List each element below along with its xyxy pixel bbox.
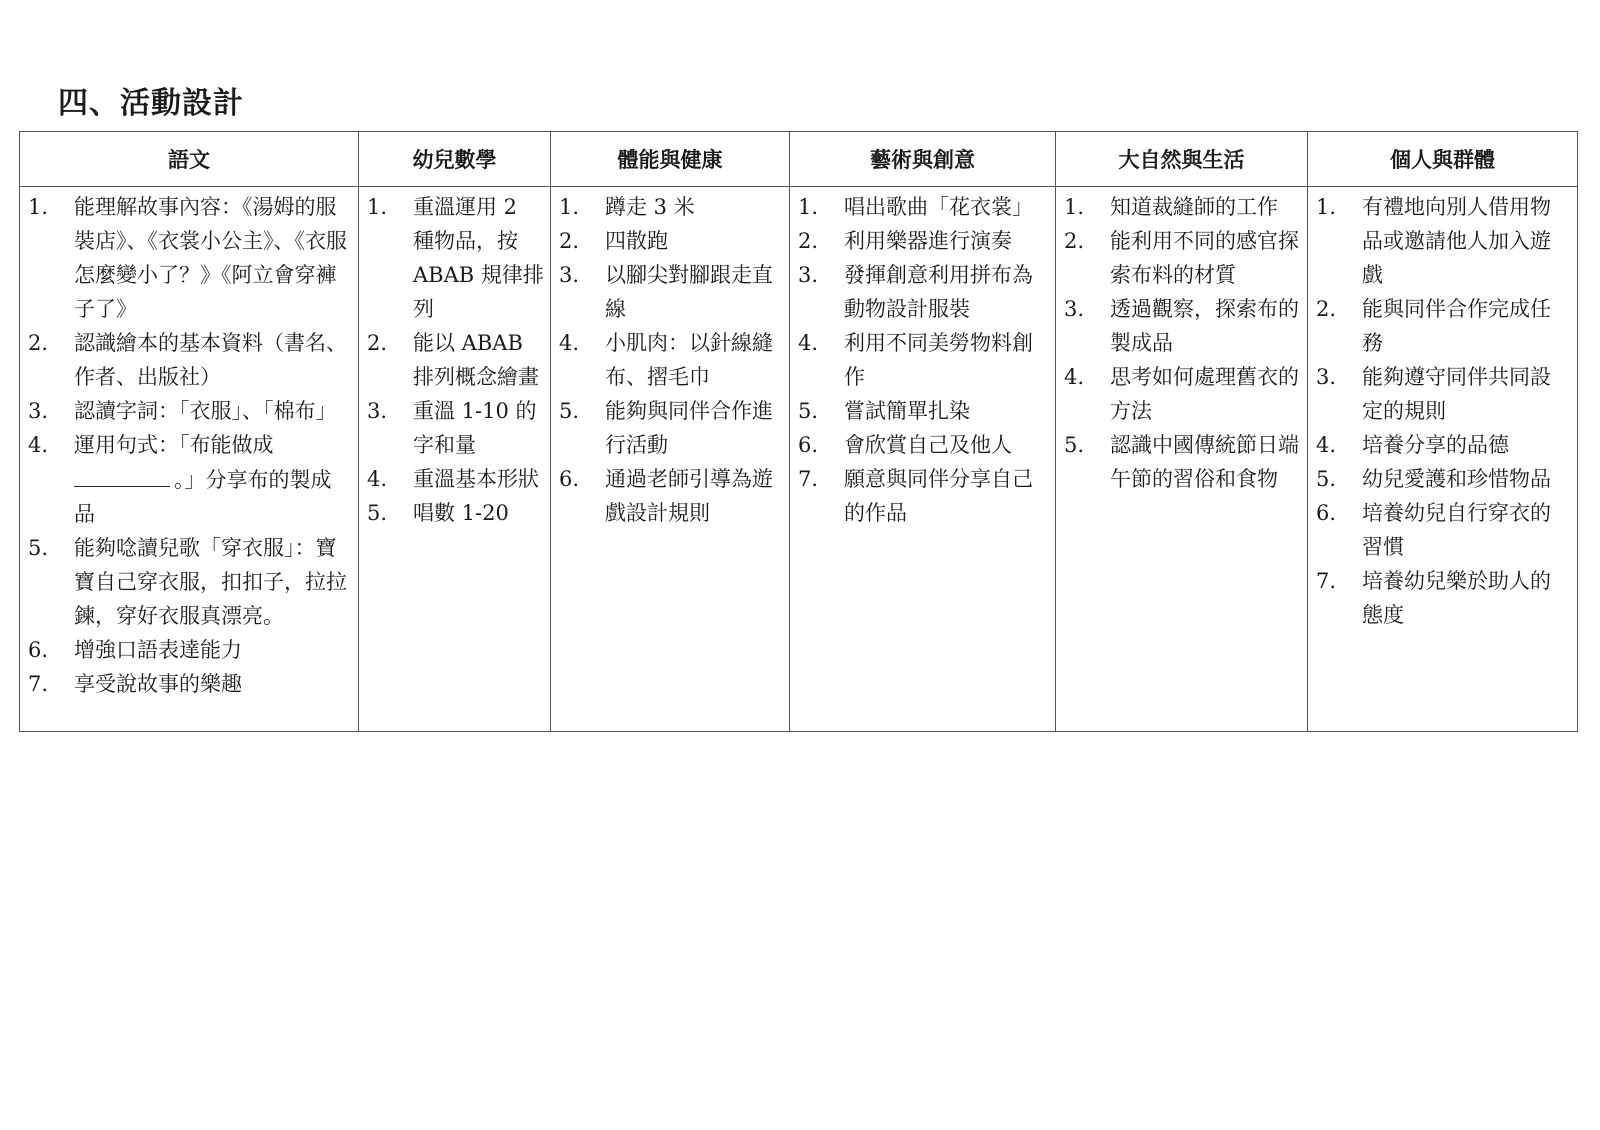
header-arts-creativity: 藝術與創意 [790,132,1056,187]
list-item: 3. 以腳尖對腳跟走直線 [559,263,773,321]
page-title: 四、活動設計 [58,86,244,121]
list-item: 2. 利用樂器進行演奏 [798,229,1012,253]
list-item: 7. 培養幼兒樂於助人的態度 [1316,569,1551,627]
activity-design-table [19,131,1578,732]
header-nature-living: 大自然與生活 [1056,132,1308,187]
cell-physical-health [551,187,790,732]
list-item: 3. 透過觀察，探索布的製成品 [1064,297,1299,355]
list-item: 6. 增強口語表達能力 [28,638,242,662]
list-item: 2. 四散跑 [559,229,668,253]
list-item: 1. 重溫運用 2 種物品，按 ABAB 規律排列 [367,195,544,321]
objective-list [1308,187,1577,632]
cell-language [20,187,359,732]
list-item: 3. 重溫 1-10 的字和量 [367,399,537,457]
list-item: 2. 能利用不同的感官探索布料的材質 [1064,229,1299,287]
list-item: 4. 運用句式：「布能做成 。」分享布的製成品 [28,433,332,526]
list-item: 4. 小肌肉：以針線縫布、摺毛巾 [559,331,773,389]
list-item: 2. 認識繪本的基本資料（書名、作者、出版社） [28,331,347,389]
list-item: 7. 願意與同伴分享自己的作品 [798,467,1033,525]
list-item: 6. 通過老師引導為遊戲設計規則 [559,467,773,525]
objective-list [359,187,550,530]
list-item: 3. 發揮創意利用拼布為動物設計服裝 [798,263,1033,321]
list-item: 1. 有禮地向別人借用物品或邀請他人加入遊戲 [1316,195,1551,287]
list-item: 1. 唱出歌曲「花衣裳」 [798,195,1033,219]
objective-list [1056,187,1307,496]
list-item: 5. 幼兒愛護和珍惜物品 [1316,467,1551,491]
header-language: 語文 [20,132,359,187]
list-item: 6. 會欣賞自己及他人 [798,433,1012,457]
list-item: 7. 享受說故事的樂趣 [28,672,242,696]
list-item: 1. 蹲走 3 米 [559,195,695,219]
list-item: 3. 能夠遵守同伴共同設定的規則 [1316,365,1551,423]
cell-arts-creativity [790,187,1056,732]
list-item: 3. 認讀字詞：「衣服」、「棉布」 [28,399,337,423]
objective-list [551,187,789,530]
list-item: 4. 利用不同美勞物料創作 [798,331,1033,389]
list-item: 5. 能夠唸讀兒歌「穿衣服」：寶寶自己穿衣服，扣扣子，拉拉鍊，穿好衣服真漂亮。 [28,536,347,628]
list-item: 1. 能理解故事內容：《湯姆的服裝店》、《衣裳小公主》、《衣服怎麼變小了？》《阿立會穿褲子了》 [28,195,347,321]
header-physical-health: 體能與健康 [551,132,790,187]
cell-self-society [1308,187,1578,732]
list-item: 6. 培養幼兒自行穿衣的習慣 [1316,501,1551,559]
list-item: 5. 能夠與同伴合作進行活動 [559,399,773,457]
list-item: 2. 能與同伴合作完成任務 [1316,297,1551,355]
table-body-row [20,187,1578,732]
list-item: 5. 認識中國傳統節日端午節的習俗和食物 [1064,433,1299,491]
list-item: 4. 重溫基本形狀 [367,467,539,491]
fill-in-blank [74,462,170,487]
table-header-row [20,132,1578,187]
cell-nature-living [1056,187,1308,732]
list-item: 4. 培養分享的品德 [1316,433,1509,457]
objective-list [20,187,358,701]
list-item: 5. 唱數 1-20 [367,501,509,525]
list-item: 5. 嘗試簡單扎染 [798,399,970,423]
objective-list [790,187,1055,530]
list-item: 4. 思考如何處理舊衣的方法 [1064,365,1299,423]
list-item: 2. 能以 ABAB 排列概念繪畫 [367,331,539,389]
cell-math [359,187,551,732]
header-self-society: 個人與群體 [1308,132,1578,187]
list-item: 1. 知道裁縫師的工作 [1064,195,1278,219]
header-math: 幼兒數學 [359,132,551,187]
